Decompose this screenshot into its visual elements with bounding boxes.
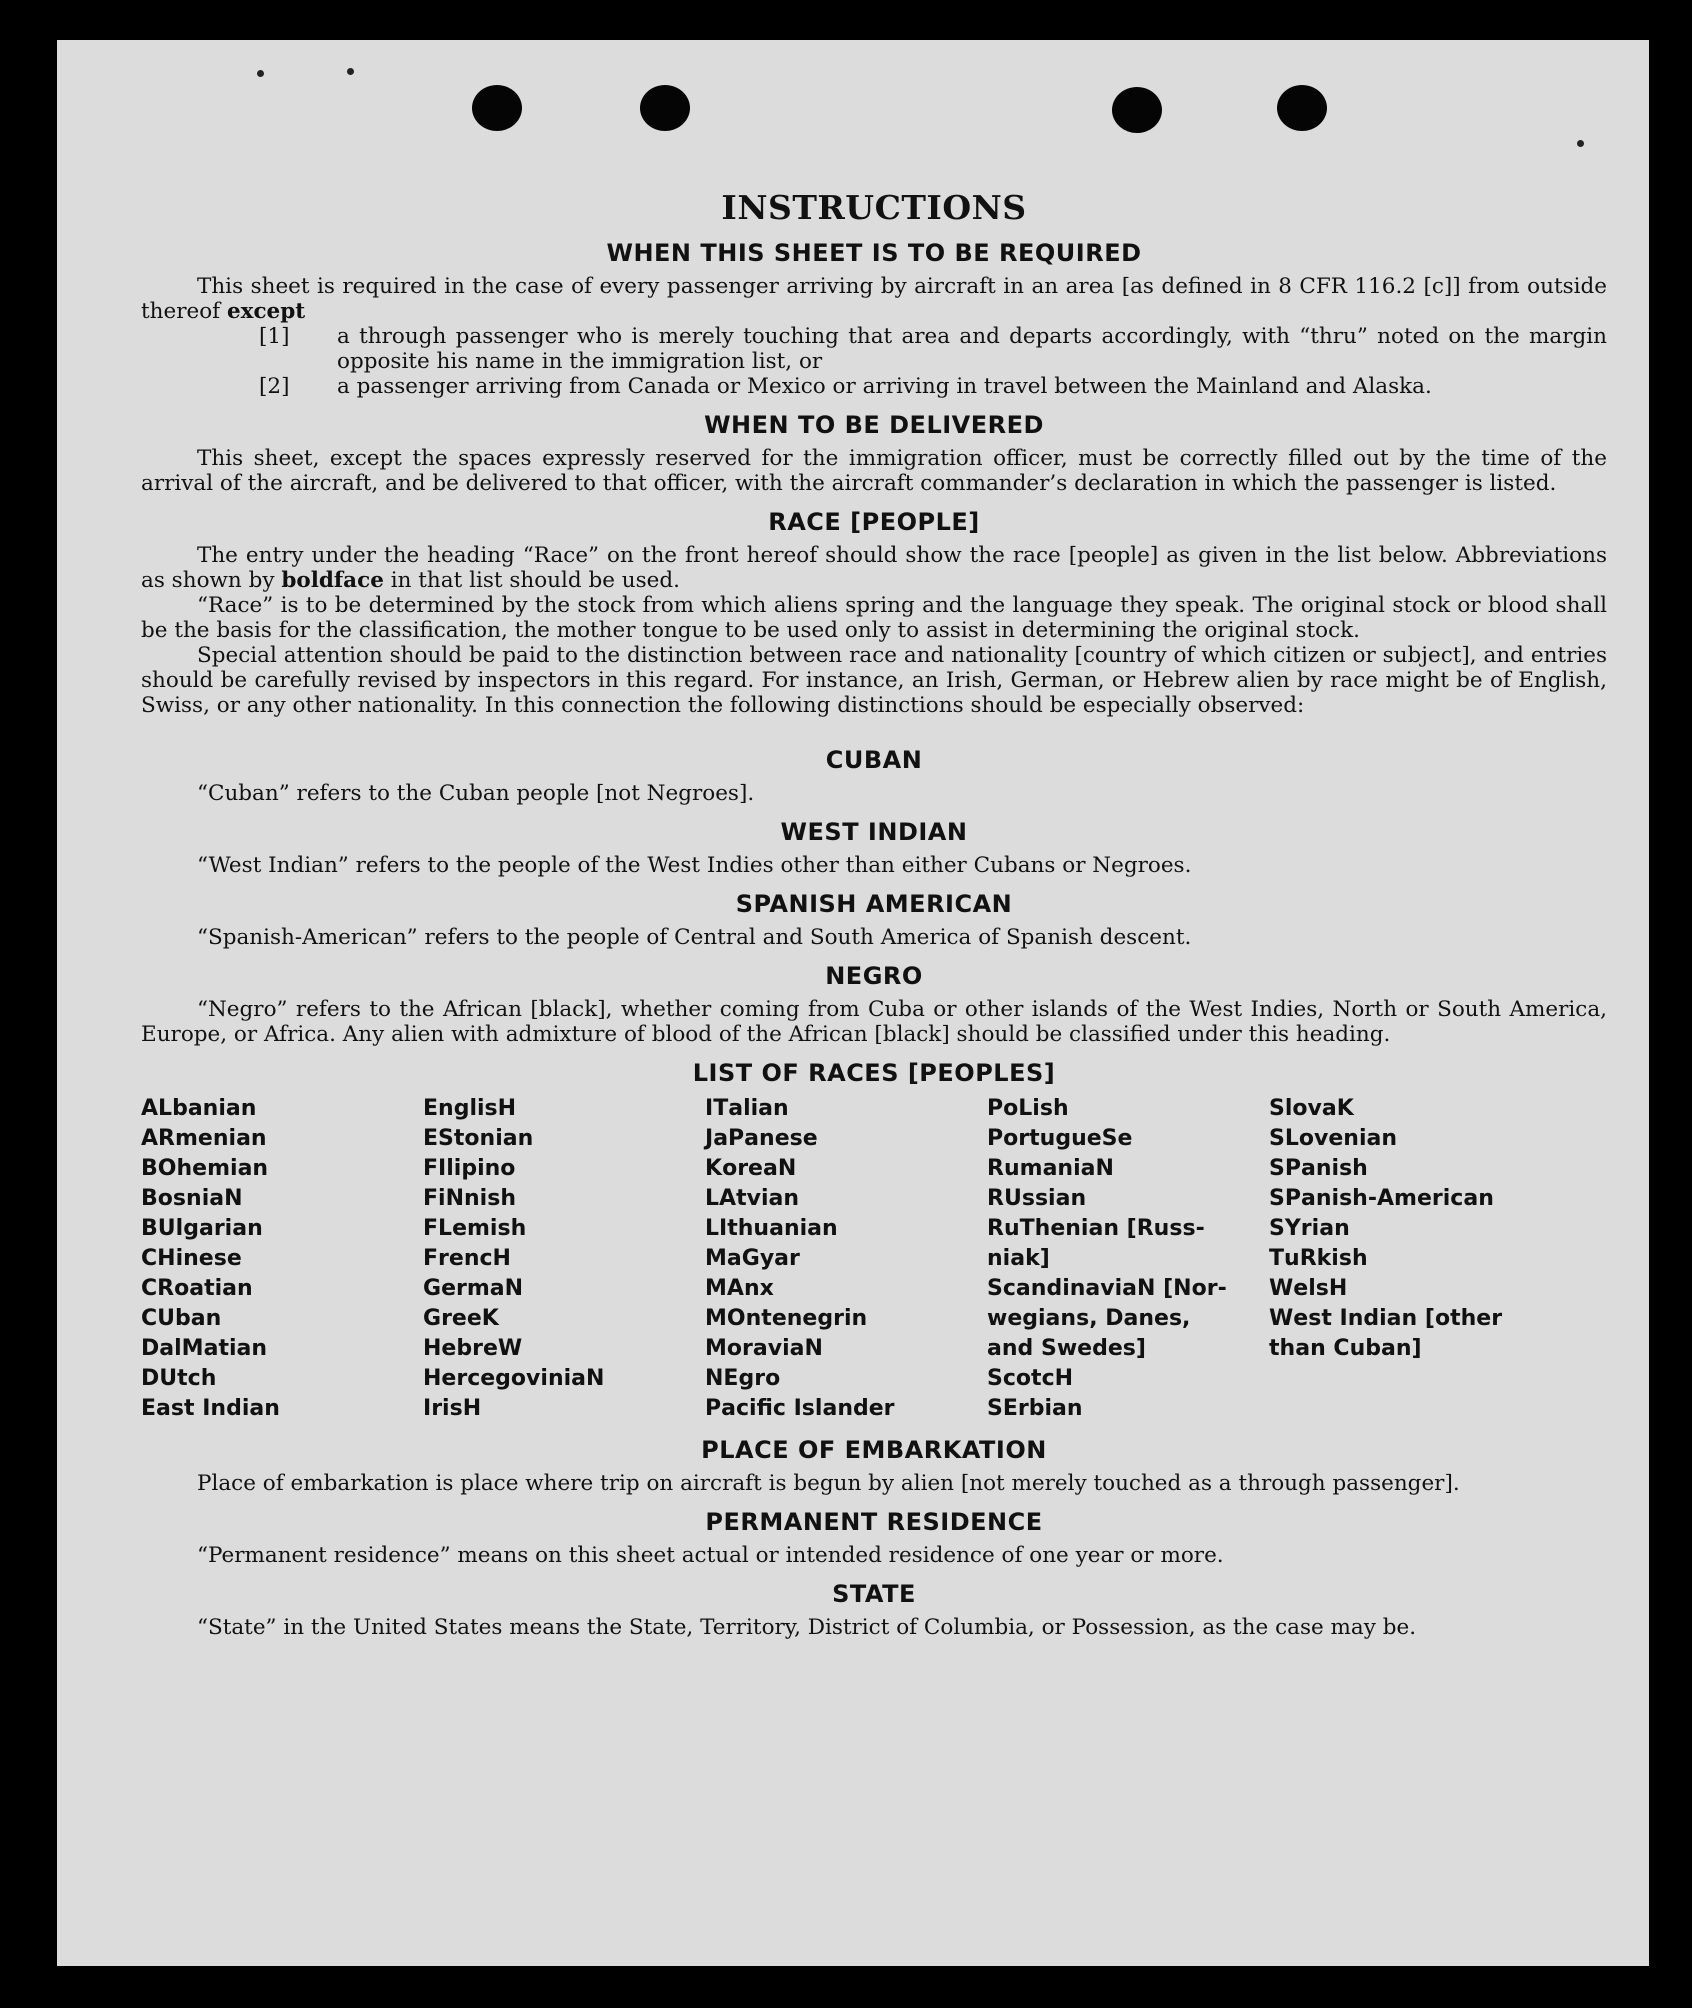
race-item: EStonian [423,1126,534,1151]
race-item: FrencH [423,1246,511,1271]
race-item: ALbanian [141,1096,257,1121]
section-heading-required: WHEN THIS SHEET IS TO BE REQUIRED [606,239,1142,267]
race-list [141,1094,1607,1424]
race-item: DUtch [141,1366,217,1391]
race-item: CRoatian [141,1276,253,1301]
embarkation-text: Place of embarkation is place where trip on aircraft is begun by alien [not merely touched as a through passenger]. [197,1471,1460,1496]
race-item: RumaniaN [987,1156,1114,1181]
race-item: East Indian [141,1396,280,1421]
race-item: GreeK [423,1306,499,1331]
race-item: GermaN [423,1276,524,1301]
race-item: SlovaK [1269,1096,1354,1121]
race-column [1269,1094,1551,1424]
race-item: and Swedes] [987,1336,1146,1361]
west-indian-text: “West Indian” refers to the people of the West Indies other than either Cubans or Negroes. [197,853,1192,878]
race-item: West Indian [other [1269,1306,1503,1331]
race-item: WelsH [1269,1276,1348,1301]
race-item: ARmenian [141,1126,267,1151]
race-item: ITalian [705,1096,789,1121]
race-item: KoreaN [705,1156,797,1181]
section-heading-negro: NEGRO [825,962,923,990]
instructions-content [141,144,1607,1640]
race-item: MAnx [705,1276,774,1301]
race-item: FiNnish [423,1186,516,1211]
exception-item: [1] a through passenger who is merely touching that area and departs accordingly, with “thru” noted on the margin opposite his name in the immigration list, or [259,324,1607,374]
spanish-american-text: “Spanish-American” refers to the people of Central and South America of Spanish descent. [197,925,1192,950]
race-item: FIlipino [423,1156,516,1181]
race-item: PortugueSe [987,1126,1133,1151]
race-item: ScotcH [987,1366,1074,1391]
race-item: TuRkish [1269,1246,1368,1271]
state-text: “State” in the United States means the State, Territory, District of Columbia, or Possession, as the case may be. [197,1615,1417,1640]
race-item: HercegoviniaN [423,1366,605,1391]
race-item: PoLish [987,1096,1069,1121]
punch-hole [472,85,522,131]
race-item: MaGyar [705,1246,800,1271]
race-item: SErbian [987,1396,1083,1421]
punch-hole [640,85,690,131]
race-item: SPanish [1269,1156,1368,1181]
section-heading-delivered: WHEN TO BE DELIVERED [704,411,1044,439]
race-item: BOhemian [141,1156,269,1181]
race-item: HebreW [423,1336,523,1361]
cuban-text: “Cuban” refers to the Cuban people [not Negroes]. [197,781,755,806]
race-item: ScandinaviaN [Nor- [987,1276,1227,1301]
race-item: SYrian [1269,1216,1350,1241]
race-item: RuThenian [Russ- [987,1216,1205,1241]
section-heading-race: RACE [PEOPLE] [768,508,980,536]
race-item: MOntenegrin [705,1306,868,1331]
residence-text: “Permanent residence” means on this sheet actual or intended residence of one year or more. [197,1543,1224,1568]
race-item: than Cuban] [1269,1336,1422,1361]
punch-hole [1277,85,1327,131]
race-item: LIthuanian [705,1216,838,1241]
race-paragraph-2: “Race” is to be determined by the stock from which aliens spring and the language they speak. The original stock or blood shall be the basis for the classification, the mother tongue to be used only to assist in determining the original stock. [141,593,1607,643]
race-item: BUlgarian [141,1216,263,1241]
race-column [987,1094,1269,1424]
section-heading-state: STATE [832,1580,916,1608]
negro-text: “Negro” refers to the African [black], whether coming from Cuba or other islands of the West Indies, North or South America, Europe, or Africa. Any alien with admixture of blood of the African [black] should be classified under this heading. [141,997,1607,1047]
race-item: FLemish [423,1216,527,1241]
race-item: niak] [987,1246,1050,1271]
race-item: DalMatian [141,1336,268,1361]
section-heading-spanish-american: SPANISH AMERICAN [735,890,1013,918]
race-item: RUssian [987,1186,1087,1211]
race-paragraph-3: Special attention should be paid to the distinction between race and nationality [country of which citizen or subject], and entries should be carefully revised by inspectors in this regard. For instance, an Irish, German, or Hebrew alien by race might be of English, Swiss, or any other nationality. In this connection the following distinctions should be especially observed: [141,643,1607,718]
race-item: NEgro [705,1366,781,1391]
section-heading-residence: PERMANENT RESIDENCE [705,1508,1043,1536]
race-item: JaPanese [705,1126,818,1151]
required-intro: This sheet is required in the case of every passenger arriving by aircraft in an area [as defined in 8 CFR 116.2 [c]] from outside thereof except [141,274,1607,324]
race-item: CUban [141,1306,222,1331]
race-item: LAtvian [705,1186,800,1211]
race-item: IrisH [423,1396,482,1421]
punch-hole [1112,87,1162,133]
race-item: BosniaN [141,1186,243,1211]
race-item: wegians, Danes, [987,1306,1191,1331]
race-item: SPanish-American [1269,1186,1494,1211]
race-item: CHinese [141,1246,242,1271]
race-column [141,1094,423,1424]
race-paragraph-1: The entry under the heading “Race” on the front hereof should show the race [people] as given in the list below. Abbreviations as shown by boldface in that list should be used. [141,543,1607,593]
race-item: EnglisH [423,1096,517,1121]
race-column [705,1094,987,1424]
section-heading-list-of-races: LIST OF RACES [PEOPLES] [692,1059,1056,1087]
section-heading-embarkation: PLACE OF EMBARKATION [701,1436,1047,1464]
exception-item: [2] a passenger arriving from Canada or Mexico or arriving in travel between the Mainland and Alaska. [259,374,1432,399]
race-item: Pacifc Islander [705,1396,895,1421]
section-heading-west-indian: WEST INDIAN [780,818,968,846]
race-item: MoraviaN [705,1336,823,1361]
page-title: INSTRUCTIONS [721,188,1027,227]
race-column [423,1094,705,1424]
speck [347,68,354,75]
race-item: SLovenian [1269,1126,1398,1151]
delivered-text: This sheet, except the spaces expressly reserved for the immigration officer, must be correctly filled out by the time of the arrival of the aircraft, and be delivered to that officer, with the aircraft commander’s declaration in which the passenger is listed. [141,446,1607,496]
speck [257,70,264,77]
document-sheet [57,40,1649,1966]
section-heading-cuban: CUBAN [825,746,923,774]
